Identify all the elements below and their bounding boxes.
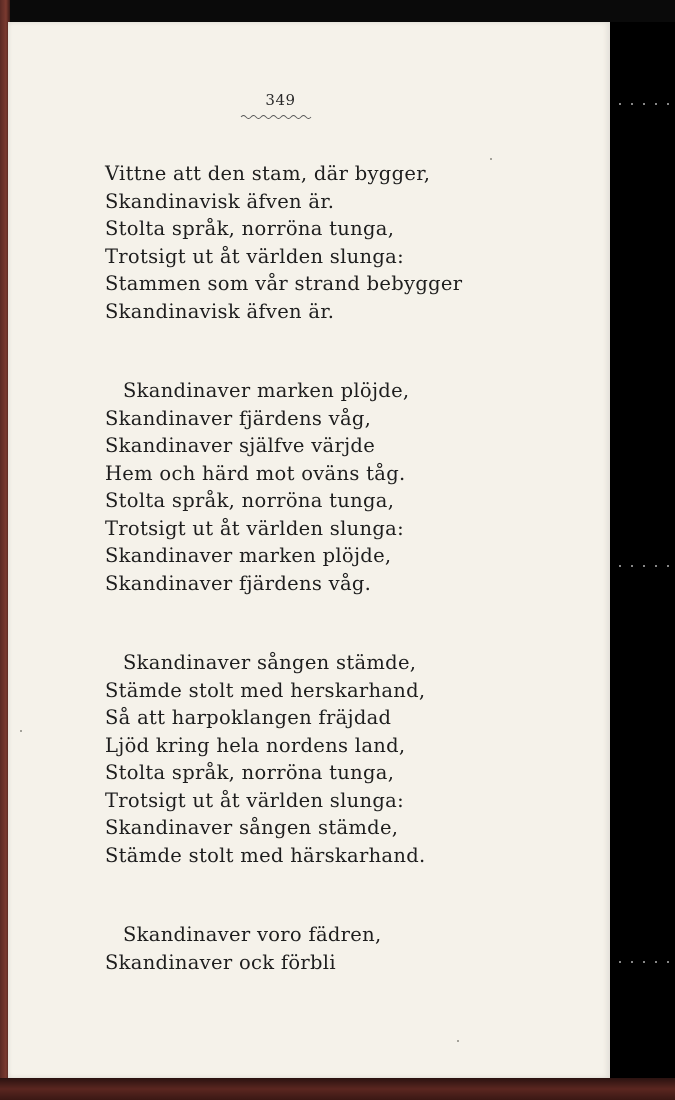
poem-body <box>105 160 565 976</box>
poem-stanza <box>105 649 565 869</box>
book-top-edge <box>0 0 675 22</box>
poem-line: Skandinaver fjärdens våg. <box>105 571 372 595</box>
poem-line: Stämde stolt med härskarhand. <box>105 843 426 867</box>
poem-line: Trotsigt ut åt världen slunga: <box>105 244 404 268</box>
poem-line: Stämde stolt med herskarhand, <box>105 678 426 702</box>
poem-line: Skandinaver sången stämde, <box>105 816 399 839</box>
poem-stanza <box>105 160 565 325</box>
paper-speck <box>490 158 492 160</box>
paper-speck <box>20 730 22 732</box>
poem-stanza <box>105 921 565 976</box>
poem-line: Hem och härd mot oväns tåg. <box>105 461 406 485</box>
poem-line: Stolta språk, norröna tunga, <box>105 761 395 784</box>
poem-line: Stammen som vår strand bebygger <box>105 272 463 295</box>
poem-line: Skandinaver fjärdens våg, <box>105 406 372 430</box>
edge-dots-decoration <box>614 102 675 106</box>
poem-stanza <box>105 377 565 597</box>
poem-line: Trotsigt ut åt världen slunga: <box>105 788 404 812</box>
book-binding-bottom-edge <box>0 1078 675 1100</box>
poem-line: Stolta språk, norröna tunga, <box>105 217 395 240</box>
edge-dots-decoration <box>614 564 675 568</box>
poem-line: Ljöd kring hela nordens land, <box>105 733 406 757</box>
poem-line: Skandinavisk äfven är. <box>105 189 335 213</box>
poem-line: Skandinaver voro fädren, <box>123 923 382 946</box>
poem-line: Stolta språk, norröna tunga, <box>105 489 395 512</box>
poem-line: Skandinaver marken plöjde, <box>123 379 410 402</box>
paper-speck <box>457 1040 459 1042</box>
poem-line: Så att harpoklangen fräjdad <box>105 706 392 729</box>
poem-line: Vittne att den stam, där bygger, <box>105 162 431 185</box>
book-page <box>8 22 610 1078</box>
edge-dots-decoration <box>614 960 675 964</box>
poem-line: Skandinaver sången stämde, <box>123 651 417 674</box>
page-header <box>8 90 553 109</box>
poem-line: Trotsigt ut åt världen slunga: <box>105 516 404 540</box>
wavy-ornament-icon <box>240 113 314 121</box>
poem-line: Skandinaver marken plöjde, <box>105 544 392 567</box>
poem-line: Skandinaver ock förbli <box>105 950 336 974</box>
poem-line: Skandinaver själfve värjde <box>105 434 376 457</box>
poem-line: Skandinavisk äfven är. <box>105 299 335 323</box>
page-number: 349 <box>265 91 296 109</box>
